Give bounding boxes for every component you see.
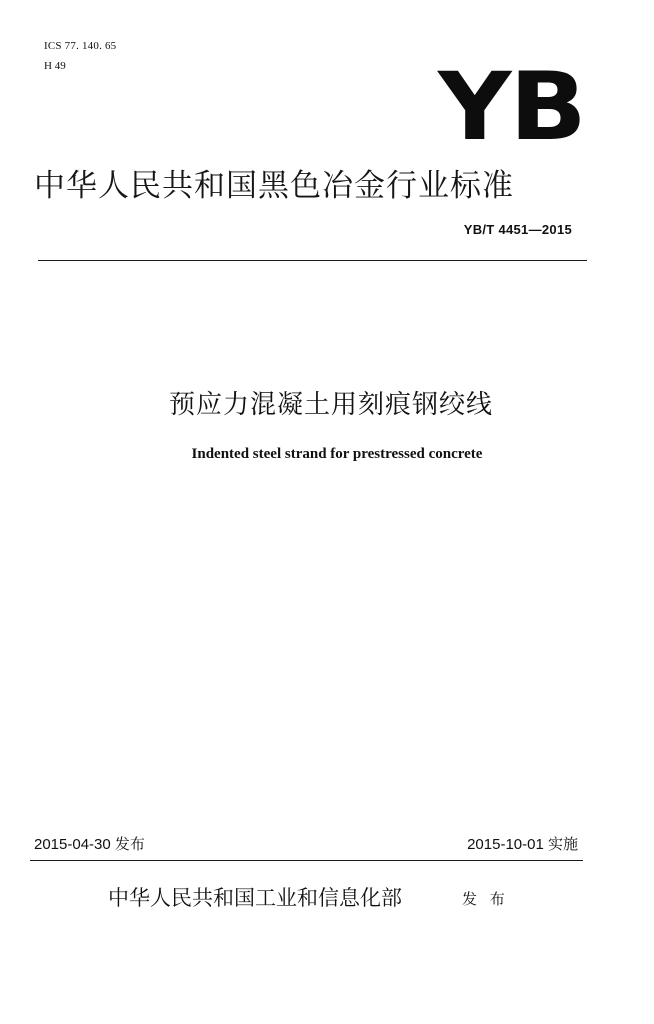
document-title-english: Indented steel strand for prestressed concrete bbox=[191, 446, 483, 462]
issuing-authority: 中华人民共和国工业和信息化部 bbox=[108, 886, 402, 910]
issue-date: 2015-04-30 发布 bbox=[34, 836, 145, 853]
issuing-label: 发 布 bbox=[462, 890, 509, 908]
ics-code: ICS 77. 140. 65 bbox=[44, 40, 117, 52]
standard-code: YB/T 4451—2015 bbox=[463, 222, 572, 237]
standard-logo: YB bbox=[438, 53, 585, 162]
implementation-date: 2015-10-01 实施 bbox=[467, 836, 578, 853]
standard-organization: 中华人民共和国黑色冶金行业标准 bbox=[34, 168, 514, 204]
ccs-code: H 49 bbox=[44, 60, 66, 72]
footer-divider bbox=[30, 860, 583, 861]
header-divider bbox=[38, 260, 587, 261]
document-title-chinese: 预应力混凝土用刻痕钢绞线 bbox=[168, 390, 493, 420]
